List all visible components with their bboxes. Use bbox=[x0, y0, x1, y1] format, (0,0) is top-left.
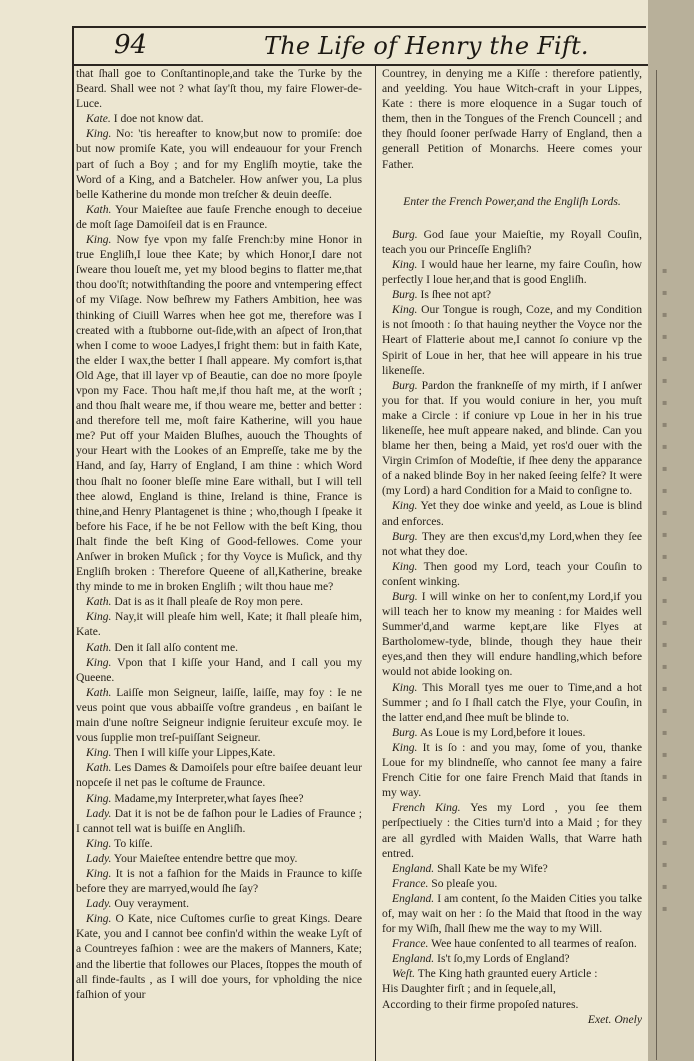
speech-text: Madame,my Interpreter,what ſayes ſhee? bbox=[111, 791, 304, 805]
speech-text: Your Maieſtee entendre bettre que moy. bbox=[111, 851, 298, 865]
speech-paragraph bbox=[76, 896, 362, 911]
speech-text: I doe not know dat. bbox=[110, 112, 204, 126]
speech-paragraph bbox=[76, 202, 362, 232]
speech-paragraph bbox=[382, 257, 642, 287]
speaker-name: Burg. bbox=[392, 590, 418, 603]
speech-text: God ſaue your Maieſtie, my Royall Couſin, teach you our Princeſſe Engliſh? bbox=[382, 227, 642, 256]
speech-text: Is ſhee not apt? bbox=[417, 288, 492, 302]
speech-text: Dat is as it ſhall pleaſe de Roy mon pere. bbox=[111, 595, 304, 609]
speech-text: So pleaſe you. bbox=[428, 876, 498, 890]
speaker-name: King. bbox=[86, 791, 112, 805]
speech-text: No: 'tis hereafter to know,but now to promiſe: doe but now promiſe Kate, you will endeauour for your French part of ſuch a Boy ; and for my Engliſh moytie, take the Word of a King, and a Batcheler. How anſwer you, La plus belle Katherine du monde mon treſcher & deuin deeſſe. bbox=[76, 127, 362, 201]
speech-text: They are then excus'd,my Lord,when they ſee not what they doe. bbox=[382, 529, 642, 558]
speaker-name: King. bbox=[392, 740, 418, 754]
speech-text: Laiſſe mon Seigneur, laiſſe, laiſſe, may foy : Ie ne veus point que vous abbaiſſe voſtre grandeus , en baiſant le main d'une noſtre Seigneur indignie ſeruiteur excuſe moy. Ie vous ſupplie mon treſ-puiſſant Seigneur. bbox=[76, 685, 362, 745]
speech-text: Shall Kate be my Wife? bbox=[434, 861, 548, 875]
speech-text: The King hath graunted euery Article : bbox=[415, 967, 598, 981]
speaker-name: Weſt. bbox=[392, 967, 416, 981]
speech-paragraph bbox=[382, 302, 642, 377]
speech-text: I would haue her learne, my faire Couſin, how perfectly I loue her,and that is good Engliſh. bbox=[382, 257, 642, 287]
speech-paragraph bbox=[76, 594, 362, 609]
speaker-name: King. bbox=[86, 610, 112, 624]
speech-paragraph bbox=[76, 655, 362, 685]
speaker-name: Burg. bbox=[392, 725, 418, 739]
speech-text: Your Maieſtee aue fauſe Frenche enough to deceiue de moſt ſage Damoiſeil dat is en Fraunce. bbox=[76, 202, 362, 231]
speech-text: I will winke on her to conſent,my Lord,if you will teach her to know my meaning : for Maides well Summer'd,and warme kept,are like Flyes at Bartholomew-tyde, blinde, though they haue their eyes,and then they will endure handling,which before would not abide looking on. bbox=[382, 590, 642, 679]
catchword: Exet. Onely bbox=[587, 1012, 642, 1026]
speaker-name: Kath. bbox=[86, 202, 112, 216]
speaker-name: King. bbox=[392, 680, 418, 694]
right-column bbox=[382, 66, 642, 1027]
speech-paragraph bbox=[382, 966, 642, 981]
left-rule bbox=[72, 26, 74, 1061]
verse-line: According to their firme propoſed natures. bbox=[382, 997, 579, 1011]
speech-text: As Loue is my Lord,before it loues. bbox=[417, 725, 586, 739]
speech-paragraph bbox=[76, 836, 362, 851]
speaker-name: Burg. bbox=[392, 227, 418, 241]
left-column bbox=[76, 66, 362, 1002]
speech-text: Ouy verayment. bbox=[111, 897, 190, 911]
continued-text: that ſhall goe to Conſtantinople,and take the Turke by the Beard. Shall wee not ? what ſay'ſt thou, my faire Flower-de-Luce. bbox=[76, 67, 362, 111]
speech-text: I am content, ſo the Maiden Cities you talke of, may wait on her : ſo the Maid that ſtood in the way for my Wiſh, ſhall ſhew me the way to my Will. bbox=[382, 891, 642, 936]
speech-text: Nay,it will pleaſe him well, Kate; it ſhall pleaſe him, Kate. bbox=[76, 610, 362, 639]
speaker-name: King. bbox=[86, 912, 112, 926]
speech-text: O Kate, nice Cuſtomes curſie to great Kings. Deare Kate, you and I cannot bee confin'd within the weake Lyſt of a Countreyes faſhion : wee are the makers of Manners, Kate; and the libertie that followes our Places, ſtoppes the mouth of all finde-faults , as I will doe yours, for vpholding the nice faſhion of your bbox=[76, 912, 362, 1001]
speaker-name: King. bbox=[86, 233, 112, 247]
speech-text: Yes my Lord , you ſee them perſpectiuely : the Cities turn'd into a Maid ; for they are all gyrdled with Maiden Walls, that Warre hath entred. bbox=[382, 801, 642, 860]
speech-paragraph bbox=[76, 851, 362, 866]
speech-text: It is not a faſhion for the Maids in Fraunce to kiſſe before they are marryed,would ſhe ſay? bbox=[76, 866, 362, 896]
speech-text: Wee haue conſented to all tearmes of reaſon. bbox=[428, 937, 637, 951]
speech-paragraph bbox=[382, 378, 642, 499]
facing-page-rule bbox=[656, 70, 657, 1060]
speech-paragraph bbox=[76, 791, 362, 806]
facing-page-edge bbox=[648, 0, 694, 1061]
speech-text: Dat it is not be de faſhon pour le Ladies of Fraunce ; I cannot tell wat is buiſſe en Angliſh. bbox=[76, 806, 362, 835]
running-title: The Life of Henry the Fift. bbox=[264, 32, 589, 60]
speaker-name: King. bbox=[86, 836, 112, 850]
speaker-name: Kath. bbox=[86, 595, 112, 609]
speaker-name: Burg. bbox=[392, 378, 418, 392]
speech-text: This Morall tyes me ouer to Time,and a hot Summer ; and ſo I ſhall catch the Flye, your Couſin, in the latter end,and ſhee muſt be blinde to. bbox=[382, 680, 642, 724]
speaker-name: Lady. bbox=[86, 806, 112, 820]
continued-text: Countrey, in denying me a Kiſſe : therefore patiently, and yeelding. You haue Witch-craft in your Lippes, Kate : there is more eloquence in a Sugar touch of them, then in the Tongues of the French Councell ; and they ſhould ſooner perſwade Harry of England, then a generall Petition of Monarchs. Heere comes your Father. bbox=[382, 67, 642, 171]
column-divider bbox=[375, 66, 376, 1061]
speaker-name: England. bbox=[392, 861, 435, 875]
speech-paragraph bbox=[76, 111, 362, 126]
speech-paragraph bbox=[76, 760, 362, 790]
speaker-name: King. bbox=[86, 655, 112, 669]
speech-paragraph bbox=[382, 589, 642, 680]
speech-paragraph bbox=[382, 725, 642, 740]
top-rule bbox=[72, 26, 646, 28]
speaker-name: King. bbox=[86, 127, 112, 141]
speaker-name: King. bbox=[392, 559, 418, 573]
speaker-name: Kath. bbox=[86, 640, 112, 654]
speaker-name: France. bbox=[392, 937, 429, 951]
speech-text: Is't ſo,my Lords of England? bbox=[434, 952, 570, 966]
speech-paragraph bbox=[382, 529, 642, 559]
speaker-name: King. bbox=[86, 866, 112, 880]
speaker-name: French King. bbox=[392, 801, 461, 815]
speech-text: It is ſo : and you may, ſome of you, thanke Loue for my blindneſſe, who cannot ſee many a faire French Citie for one faire French Maid that ſtands in my way. bbox=[382, 740, 642, 800]
speech-paragraph bbox=[382, 498, 642, 528]
speaker-name: Burg. bbox=[392, 288, 418, 302]
speech-text: Yet they doe winke and yeeld, as Loue is blind and enforces. bbox=[382, 499, 642, 528]
speech-text: Les Dames & Damoiſels pour eſtre baiſee deuant leur nopceſe il net pas le coſtume de Fraunce. bbox=[76, 761, 362, 790]
speech-paragraph bbox=[76, 126, 362, 201]
speech-paragraph bbox=[76, 232, 362, 594]
speech-paragraph bbox=[76, 866, 362, 896]
speech-paragraph bbox=[382, 287, 642, 302]
speech-text: Then I will kiſſe your Lippes,Kate. bbox=[111, 746, 276, 760]
speech-paragraph bbox=[382, 227, 642, 257]
speech-paragraph bbox=[382, 951, 642, 966]
speaker-name: King. bbox=[392, 303, 418, 317]
speaker-name: Lady. bbox=[86, 897, 112, 911]
speech-text: Den it ſall alſo content me. bbox=[111, 640, 238, 654]
speech-paragraph bbox=[76, 640, 362, 655]
speaker-name: Kath. bbox=[86, 685, 112, 699]
speech-paragraph bbox=[76, 685, 362, 745]
speaker-name: King. bbox=[392, 257, 418, 271]
verse-line: His Daughter firſt ; and in ſequele,all, bbox=[382, 982, 556, 996]
speech-paragraph bbox=[76, 745, 362, 760]
speaker-name: England. bbox=[392, 891, 435, 905]
speech-paragraph bbox=[382, 559, 642, 589]
speaker-name: Lady. bbox=[86, 851, 112, 865]
speaker-name: King. bbox=[392, 499, 418, 513]
speech-paragraph bbox=[382, 861, 642, 876]
stage-direction: Enter the French Power,and the Engliſh Lords. bbox=[403, 194, 621, 208]
speech-paragraph bbox=[382, 936, 642, 951]
facing-page-bleed: ▪ ▪ ▪ ▪ ▪ ▪ ▪ ▪ ▪ ▪ ▪ ▪ ▪ ▪ ▪ ▪ ▪ ▪ ▪ ▪ ▪ ▪ ▪ ▪ ▪ ▪ ▪ ▪ ▪ ▪ bbox=[662, 266, 668, 913]
speaker-name: Burg. bbox=[392, 529, 418, 543]
speech-text: Now fye vpon my falſe French:by mine Honor in true Engliſh,I loue thee Kate; by which Honor,I dare not ſweare thou loueſt me, yet my blood begins to flatter me,that thou doo'ſt; notwithſtanding the poore and vntempering effect of my Viſage. Now beſhrew my Fathers Ambition, hee was thinking of Ciuill Warres when hee got me, therefore was I created with a ſtubborne out-ſide,with an aſpect of Iron,that when I come to wooe Ladyes,I fright them: but in faith Kate, the elder I wax,the better I ſhall appeare. My comfort is,that Old Age, that ill layer vp of Beautie, can doe no more ſpoyle vpon my Face. Thou haſt me,if thou haſt me, at the worſt ; and thou ſhalt weare me, if thou weare me, better and better : and therefore tell me, moſt faire Katherine, will you haue me? Put off your Maiden Bluſhes, auouch the Thoughts of your Heart with the Lookes of an Empreſſe, take me by the Hand, and ſay, Harry of England, I am thine : which Word thou ſhalt no ſooner bleſſe mine Eare withall, but I will tell thee alowd, England is thine, Ireland is thine, France is thine,and Henry Plantagenet is thine ; who,though I ſpeake it before his Face, if he be not Fellow with the beſt King, thou ſhalt finde the beſt King of Good-fellowes. Come your Anſwer in broken Muſick ; for thy Voyce is Muſick, and thy Engliſh broken : Therefore Queene of all,Katherine, breake thy minde to me in broken Engliſh ; wilt thou haue me? bbox=[76, 233, 362, 594]
speech-paragraph bbox=[76, 911, 362, 1002]
speech-text: Pardon the frankneſſe of my mirth, if I anſwer you for that. If you would coniure in her, you muſt make a Circle : if coniure vp Loue in her in his true likeneſſe, hee muſt appeare naked, and blinde. Can you blame her then, being a Maid, yet ros'd ouer with the Virgin Crimſon of Modeſtie, if ſhee deny the apparance of a naked blinde Boy in her naked ſeeing ſelfe? It were (my Lord) a hard Condition for a Maid to conſigne to. bbox=[382, 378, 642, 498]
speaker-name: Kath. bbox=[86, 761, 112, 775]
speech-paragraph bbox=[382, 740, 642, 800]
speech-paragraph bbox=[382, 680, 642, 725]
speech-paragraph bbox=[382, 876, 642, 891]
speaker-name: King. bbox=[86, 746, 112, 760]
speech-paragraph bbox=[76, 609, 362, 639]
speech-paragraph bbox=[382, 891, 642, 936]
speaker-name: England. bbox=[392, 952, 435, 966]
speech-text: Our Tongue is rough, Coze, and my Condition is not ſmooth : ſo that hauing neyther the Voyce nor the Heart of Flatterie about me,I cannot ſo coniure vp the Spirit of Loue in her, that hee will appeare in his true likeneſſe. bbox=[382, 303, 642, 377]
speech-text: Then good my Lord, teach your Couſin to conſent winking. bbox=[382, 559, 642, 588]
page-number: 94 bbox=[114, 30, 148, 60]
speech-text: Vpon that I kiſſe your Hand, and I call you my Queene. bbox=[76, 655, 362, 684]
speech-text: To kiſſe. bbox=[111, 836, 153, 850]
page-header bbox=[74, 30, 648, 66]
speech-paragraph bbox=[382, 800, 642, 860]
speech-paragraph bbox=[76, 806, 362, 836]
speaker-name: Kate. bbox=[86, 112, 111, 126]
speaker-name: France. bbox=[392, 876, 429, 890]
